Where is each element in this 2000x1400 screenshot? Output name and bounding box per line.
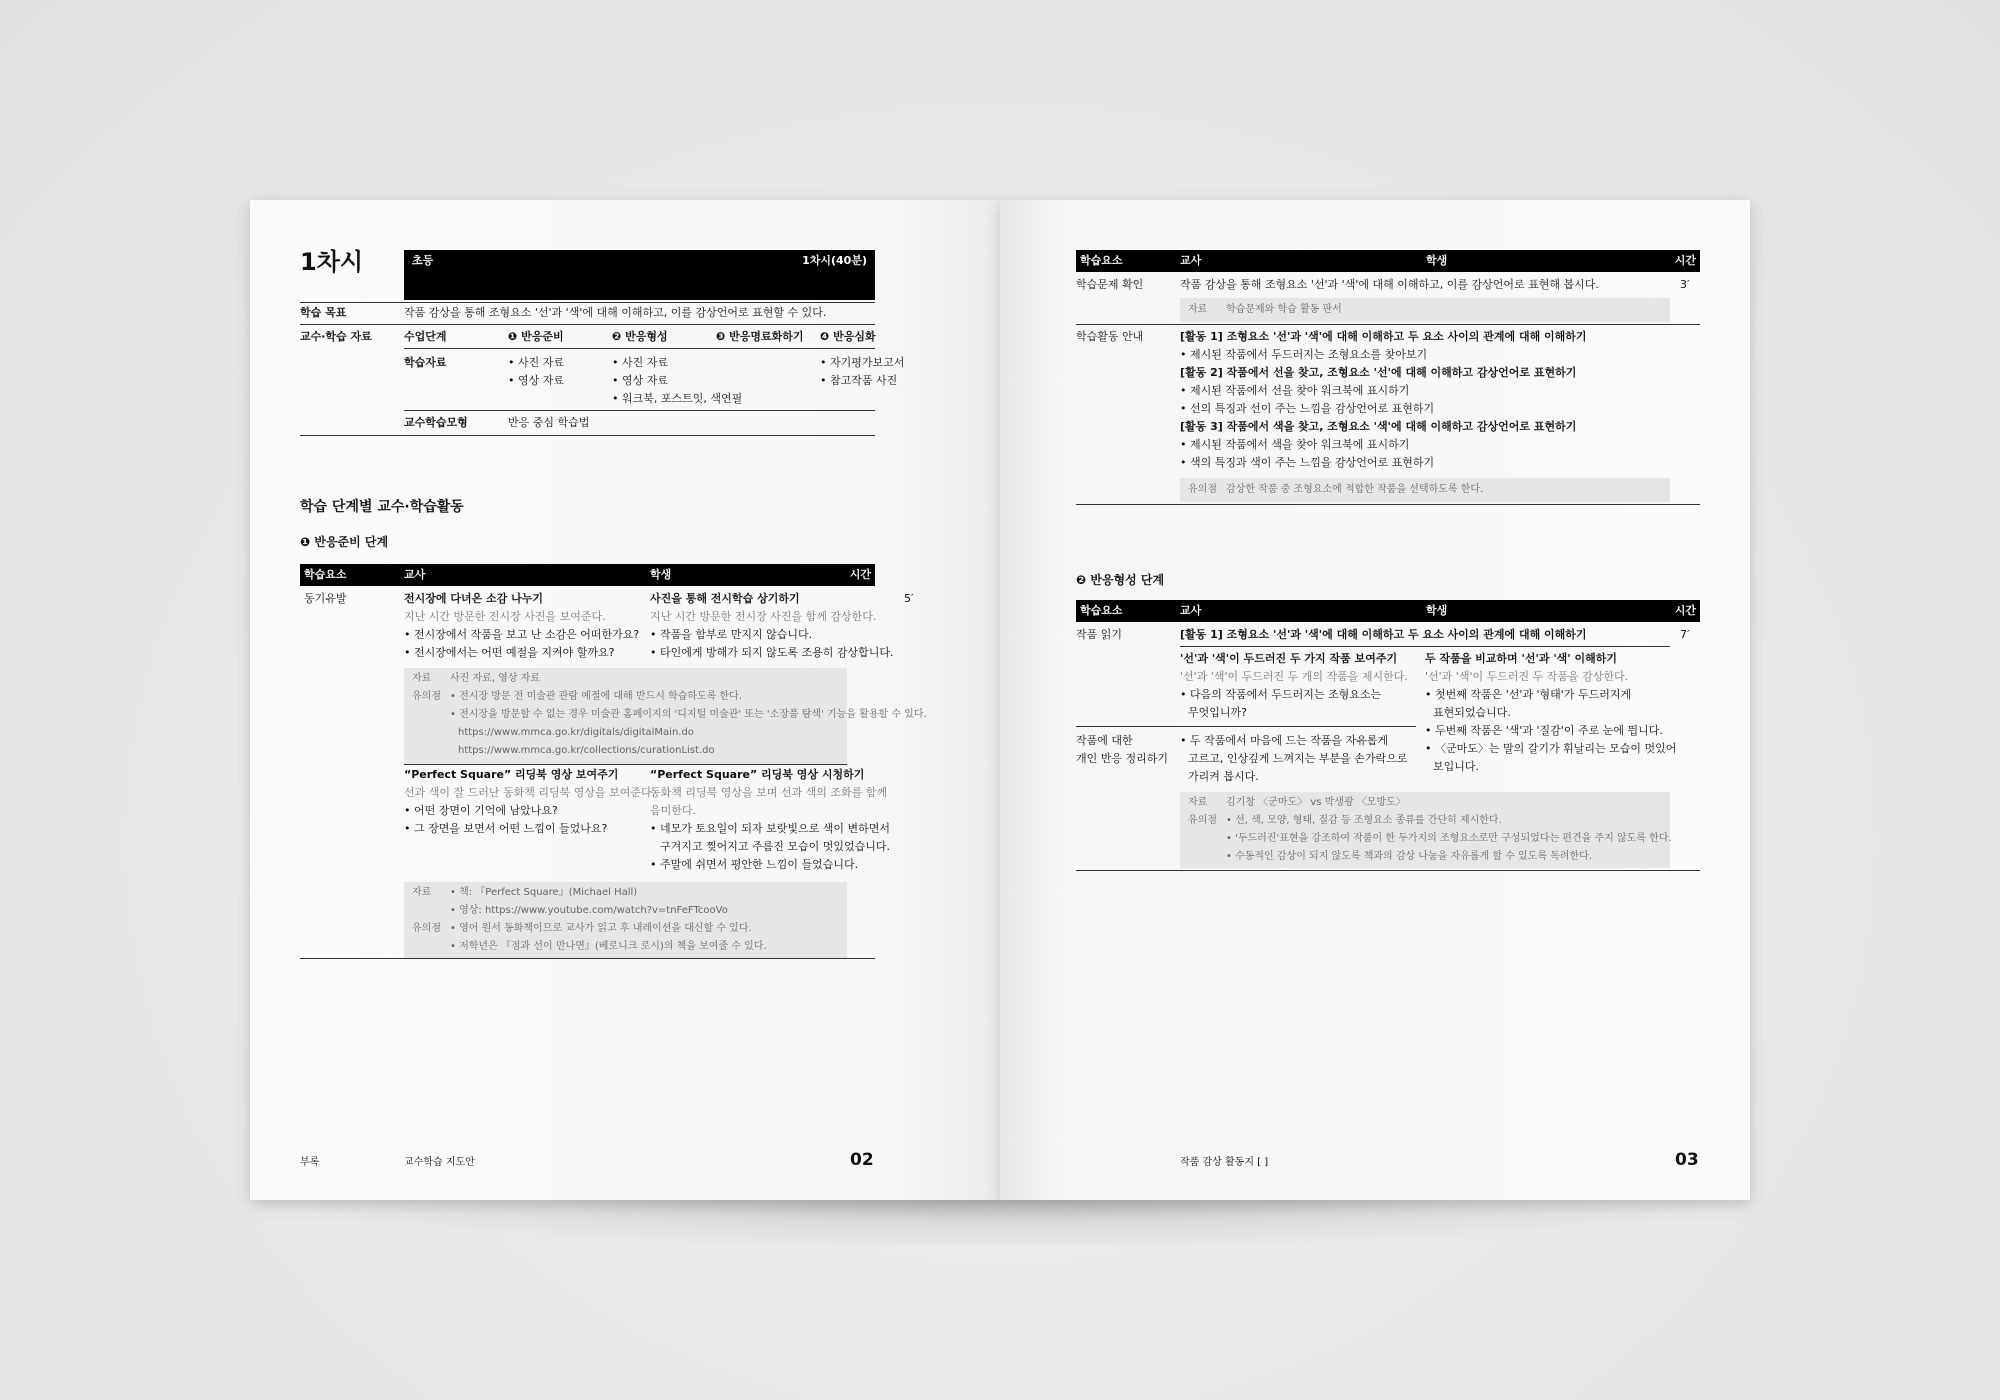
row2-teacher-title: “Perfect Square” 리딩북 영상 보여주기 [404,768,619,781]
t2-res: 김기창 〈군마도〉 vs 박생광 〈모방도〉 [1226,797,1406,808]
r2-a1: [활동 1] 조형요소 '선'과 '색'에 대해 이해하고 두 요소 사이의 관계에 대해 이해하기 [1180,330,1587,343]
left-page [250,200,1000,1200]
th-time: 시간 [1674,604,1696,617]
divider [404,348,875,349]
header-period: 1차시(40분) [802,254,867,267]
r2-note-box [1180,478,1670,502]
th-teacher: 교사 [404,568,426,581]
note-caution-1: • 영어 원서 동화책이므로 교사가 읽고 후 내레이션을 대신할 수 있다. [450,923,752,934]
lesson-title: 1차시 [300,248,364,276]
divider [300,435,875,436]
t2-student-desc: '선'과 '색'이 두드러진 두 작품을 감상한다. [1425,670,1629,683]
t2-element-1: 작품 읽기 [1076,628,1123,641]
material-label: 학습자료 [404,356,447,369]
t2-element-2b: 개인 반응 정리하기 [1076,752,1169,765]
note-caution-2: • 전시장을 방문할 수 없는 경우 미술관 홈페이지의 '디지털 미술관' 또는 '소장품 탐색' 기능을 활용할 수 있다. [450,709,927,720]
r1-res: 학습문제와 학습 활동 판서 [1226,304,1342,315]
material-c1-1: • 사진 자료 [508,356,564,369]
lesson-header-bar [404,250,875,300]
r1-note-box [1180,298,1670,322]
t2-teacher-q2b: 고르고, 인상깊게 느껴지는 부분을 손가락으로 [1188,752,1408,765]
th-student: 학생 [1426,254,1448,267]
r2-caution: 감상한 작품 중 조형요소에 적합한 작품을 선택하도록 한다. [1226,484,1484,495]
stage-4: ❹ 반응심화 [820,330,876,343]
t2-teacher-q2: • 두 작품에서 마음에 드는 작품을 자유롭게 [1180,734,1389,747]
note-res-2[interactable]: • 영상: https://www.youtube.com/watch?v=tnFeFTcooVo [450,905,728,916]
header-level: 초등 [412,254,434,267]
th-time: 시간 [1674,254,1696,267]
divider [404,764,847,765]
note-url-2[interactable]: https://www.mmca.go.kr/collections/curationList.do [458,745,715,756]
row1-element: 동기유발 [304,592,347,605]
footer-section: 부록 [300,1157,320,1168]
row1-student-desc: 지난 시간 방문한 전시장 사진을 함께 감상한다. [650,610,877,623]
divider [404,410,875,411]
t2-caution-1: • 선, 색, 모양, 형태, 질감 등 조형요소 종류를 간단히 제시한다. [1226,815,1502,826]
r1-text: 작품 감상을 통해 조형요소 '선'과 '색'에 대해 이해하고, 이를 감상언어로 표현해 봅시다. [1180,278,1599,291]
materials-label: 교수·학습 자료 [300,330,372,343]
row2-student-a1: • 네모가 토요일이 되자 보랏빛으로 색이 변하면서 [650,822,890,835]
page-number: 03 [1675,1150,1699,1170]
r2-a1-1: • 제시된 작품에서 두드러지는 조형요소를 찾아보기 [1180,348,1428,361]
stage-3: ❸ 반응명료화하기 [716,330,804,343]
table-header [1076,250,1700,272]
th-element: 학습요소 [1080,254,1123,267]
row2-teacher-q2: • 그 장면을 보면서 어떤 느낌이 들었나요? [404,822,608,835]
t2-student-a2: • 두번째 작품은 '색'과 '질감'이 주로 눈에 띕니다. [1425,724,1663,737]
note-url-1[interactable]: https://www.mmca.go.kr/digitals/digitalMain.do [458,727,694,738]
divider [1076,324,1700,325]
t2-student-a1b: 표현되었습니다. [1433,706,1511,719]
stage2-title: ❷ 반응형성 단계 [1076,573,1165,587]
material-c4-1: • 자기평가보고서 [820,356,905,369]
t2-student-a3: • 〈군마도〉는 말의 갈기가 휘날리는 모습이 멋있어 [1425,742,1677,755]
row2-student-desc1: 동화책 리딩북 영상을 보며 선과 색의 조화를 함께 [650,786,887,799]
th-time: 시간 [849,568,871,581]
note-caution-2: • 저학년은 『점과 선이 만나면』(베로니크 로시)의 책을 보여줄 수 있다. [450,941,767,952]
th-teacher: 교사 [1180,254,1202,267]
divider [1180,646,1670,647]
model-label: 교수학습모형 [404,416,468,429]
note-res-1: • 책: 『Perfect Square』(Michael Hall) [450,887,638,898]
stage-1: ❶ 반응준비 [508,330,564,343]
divider [1076,726,1416,727]
note-res: 사진 자료, 영상 자료 [450,673,540,684]
r2-a2-1: • 제시된 작품에서 선을 찾아 워크북에 표시하기 [1180,384,1410,397]
note-caution-label: 유의점 [412,923,441,934]
row1-note-box [404,668,927,764]
stage1-title: ❶ 반응준비 단계 [300,535,389,549]
row1-teacher-q2: • 전시장에서는 어떤 예절을 지켜야 할까요? [404,646,615,659]
t2-caution-label: 유의점 [1188,815,1217,826]
goal-label: 학습 목표 [300,306,347,319]
goal-text: 작품 감상을 통해 조형요소 '선'과 '색'에 대해 이해하고, 이를 감상언어로 표현할 수 있다. [404,306,827,319]
r2-element: 학습활동 안내 [1076,330,1144,343]
note-caution-1: • 전시장 방문 전 미술관 관람 예절에 대해 반드시 학습하도록 한다. [450,691,743,702]
row2-teacher-q1: • 어떤 장면이 기억에 남았나요? [404,804,558,817]
row2-note-box [404,882,847,958]
divider [300,958,875,959]
t2-student-a1: • 첫번째 작품은 '선'과 '형태'가 두드러지게 [1425,688,1632,701]
r1-time: 3′ [1680,278,1690,291]
th-teacher: 교사 [1180,604,1202,617]
row1-student-a1: • 작품을 함부로 만지지 않습니다. [650,628,813,641]
r1-element: 학습문제 확인 [1076,278,1144,291]
t2-teacher-desc: '선'과 '색'이 두드러진 두 개의 작품을 제시한다. [1180,670,1408,683]
row2-teacher-desc: 선과 색이 잘 드러난 동화책 리딩북 영상을 보여준다. [404,786,656,799]
row1-student-title: 사진을 통해 전시학습 상기하기 [650,592,800,605]
page-number: 02 [850,1150,874,1170]
t2-student-title: 두 작품을 비교하며 '선'과 '색' 이해하기 [1425,652,1618,665]
row2-student-a1b: 구겨지고 찢어지고 주름진 모습이 멋있었습니다. [660,840,891,853]
t2-activity: [활동 1] 조형요소 '선'과 '색'에 대해 이해하고 두 요소 사이의 관계에 대해 이해하기 [1180,628,1587,641]
row1-teacher-q1: • 전시장에서 작품을 보고 난 소감은 어떠한가요? [404,628,640,641]
stage-label: 수업단계 [404,330,447,343]
divider [1076,870,1700,871]
section-title: 학습 단계별 교수·학습활동 [300,499,464,515]
t2-caution-2: • '두드러진'표현을 강조하여 작품이 한 두가지의 조형요소로만 구성되었다는 편견을 주지 않도록 한다. [1226,833,1672,844]
table-header [300,564,875,586]
row1-teacher-desc: 지난 시간 방문한 전시장 사진을 보여준다. [404,610,606,623]
th-element: 학습요소 [304,568,347,581]
material-c2-3: • 워크북, 포스트잇, 색연필 [612,392,743,405]
footer-title: 작품 감상 활동지 [ ] [1180,1157,1269,1168]
t2-student-a3b: 보입니다. [1433,760,1480,773]
t2-teacher-title: '선'과 '색'이 두드러진 두 가지 작품 보여주기 [1180,652,1398,665]
stage-2: ❷ 반응형성 [612,330,668,343]
note-res-label: 자료 [412,887,432,898]
row2-student-title: “Perfect Square” 리딩북 영상 시청하기 [650,768,865,781]
r2-a3-1: • 제시된 작품에서 색을 찾아 워크북에 표시하기 [1180,438,1410,451]
t2-time: 7′ [1680,628,1690,641]
divider [1076,504,1700,505]
row1-student-a2: • 타인에게 방해가 되지 않도록 조용히 감상합니다. [650,646,894,659]
row1-teacher-title: 전시장에 다녀온 소감 나누기 [404,592,543,605]
material-c2-1: • 사진 자료 [612,356,668,369]
divider [300,302,875,303]
t2-teacher-q1b: 무엇입니까? [1188,706,1247,719]
t2-teacher-q2c: 가리켜 봅시다. [1188,770,1259,783]
r2-caution-label: 유의점 [1188,484,1217,495]
t2-res-label: 자료 [1188,797,1208,808]
divider [300,324,875,325]
table2-header [1076,600,1700,622]
note-res-label: 자료 [412,673,432,684]
right-page [1000,200,1750,1200]
note-caution-label: 유의점 [412,691,441,702]
material-c4-2: • 참고작품 사진 [820,374,898,387]
r2-a3-2: • 색의 특징과 색이 주는 느낌을 감상언어로 표현하기 [1180,456,1435,469]
footer-title: 교수학습 지도안 [404,1157,475,1168]
row2-student-a2: • 주말에 쉬면서 평안한 느낌이 들었습니다. [650,858,859,871]
th-student: 학생 [1426,604,1448,617]
r1-res-label: 자료 [1188,304,1208,315]
material-c2-2: • 영상 자료 [612,374,668,387]
model-value: 반응 중심 학습법 [508,416,590,429]
th-student: 학생 [650,568,672,581]
r2-a2: [활동 2] 작품에서 선을 찾고, 조형요소 '선'에 대해 이해하고 감상언어로 표현하기 [1180,366,1577,379]
t2-note-box [1180,792,1670,868]
row2-student-desc2: 음미한다. [650,804,697,817]
th-element: 학습요소 [1080,604,1123,617]
material-c1-2: • 영상 자료 [508,374,564,387]
r2-a2-2: • 선의 특징과 선이 주는 느낌을 감상언어로 표현하기 [1180,402,1435,415]
r2-a3: [활동 3] 작품에서 색을 찾고, 조형요소 '색'에 대해 이해하고 감상언어로 표현하기 [1180,420,1577,433]
t2-teacher-q1: • 다음의 작품에서 두드러지는 조형요소는 [1180,688,1382,701]
t2-element-2a: 작품에 대한 [1076,734,1133,747]
t2-caution-3: • 수동적인 감상이 되지 않도록 책과의 감상 나눔을 자유롭게 할 수 있도록 독려한다. [1226,851,1593,862]
row1-time: 5′ [904,592,914,605]
